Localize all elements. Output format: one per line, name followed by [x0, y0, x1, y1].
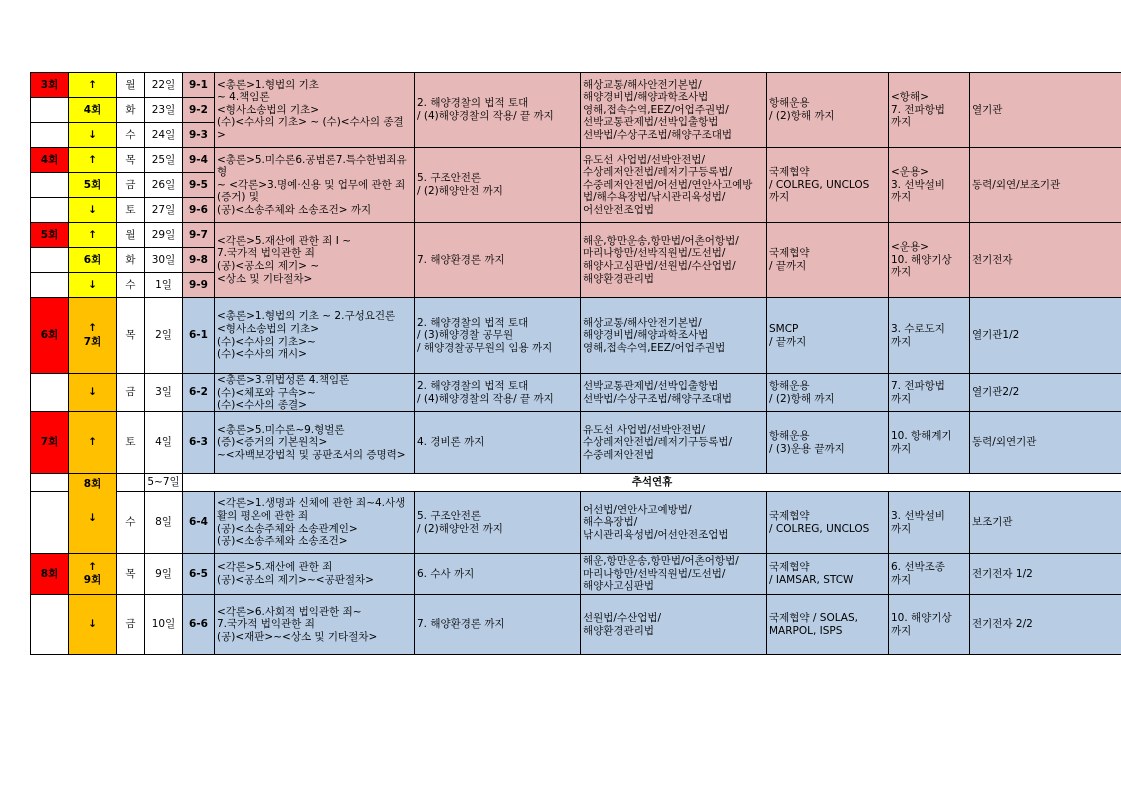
schedule-table [30, 72, 1121, 655]
weekday-cell: 금 [117, 173, 145, 198]
round-badge: 3회 [31, 73, 69, 98]
weekday-cell [117, 474, 145, 492]
round-cell-empty [31, 273, 69, 298]
criminal-law-cell [215, 374, 415, 412]
maritime-law-cell [581, 148, 767, 223]
session-code: 9-4 [183, 148, 215, 173]
criminal-law-cell [215, 554, 415, 595]
session-code: 6-3 [183, 412, 215, 474]
engineering-cell [970, 412, 1121, 474]
criminal-law-text: <총론>5.미수론6.공범론7.특수한범죄유형 ~ <각론>3.명예·신용 및 업무에 관한 죄 (증거) 및 (공)<소송주체와 소송조건> 까지 [217, 153, 407, 216]
police-law-text: 7. 해양환경론 까지 [417, 253, 505, 266]
weekday-cell: 토 [117, 198, 145, 223]
navigation-text: 항해운용 / (2)항해 까지 [769, 379, 835, 405]
police-law-text: 5. 구조안전론 / (2)해양안전 까지 [417, 509, 503, 535]
arrow-down-icon: ↓ [69, 123, 117, 148]
seamanship-cell [889, 595, 970, 655]
navigation-text: 국제협약 / COLREG, UNCLOS 까지 [769, 166, 870, 204]
maritime-law-cell [581, 73, 767, 148]
session-code: 6-2 [183, 374, 215, 412]
engineering-cell [970, 223, 1121, 298]
table-row [31, 148, 1121, 173]
session-code: 6-5 [183, 554, 215, 595]
maritime-law-text: 유도선 사업법/선박안전법/ 수상레저안전법/레저기구등록법/ 수중레저안전법 [583, 423, 733, 461]
engineering-cell [970, 374, 1121, 412]
table-row [31, 474, 1121, 492]
arrow-up-icon: ↑ [69, 412, 117, 474]
session-code: 9-5 [183, 173, 215, 198]
session-code: 9-6 [183, 198, 215, 223]
engineering-cell [970, 73, 1121, 148]
date-cell: 2일 [145, 298, 183, 374]
police-law-text: 5. 구조안전론 / (2)해양안전 까지 [417, 172, 503, 197]
weekday-cell: 화 [117, 98, 145, 123]
police-law-cell [415, 554, 581, 595]
seamanship-cell [889, 73, 970, 148]
round-badge: 8회 [31, 554, 69, 595]
date-cell: 3일 [145, 374, 183, 412]
week-label: 8회 [83, 478, 102, 490]
date-cell: 10일 [145, 595, 183, 655]
maritime-law-cell [581, 223, 767, 298]
engineering-text: 동력/외연기관 [972, 436, 1037, 449]
arrow-up-icon: ↑ [69, 73, 117, 98]
table-row [31, 298, 1121, 336]
week-label: 7회 [83, 335, 102, 348]
holiday-banner: 추석연휴 [183, 474, 1121, 492]
criminal-law-cell [215, 223, 415, 298]
maritime-law-cell [581, 412, 767, 474]
table-row [31, 374, 1121, 412]
criminal-law-text: <총론>3.위법성론 4.책임론 (수)<체포와 구속>~ (수)<수사의 종결> [217, 374, 350, 411]
criminal-law-cell [215, 595, 415, 655]
criminal-law-text: <각론>1.생명과 신체에 관한 죄~4.사생활의 평온에 관한 죄 (공)<소송주체와 소송관계인> (공)<소송주체와 소송조건> [217, 497, 406, 548]
round-badge: 5회 [31, 223, 69, 248]
police-law-text: 6. 수사 까지 [417, 567, 475, 580]
police-law-text: 7. 해양환경론 까지 [417, 618, 505, 631]
round-badge: 6회 [31, 298, 69, 374]
date-cell: 26일 [145, 173, 183, 198]
police-law-text: 2. 해양경찰의 법적 토대 / (3)해양경찰 공무원 / 해양경찰공무원의 임용 까지 [417, 316, 553, 354]
seamanship-text: 10. 항해계기 까지 [891, 429, 952, 455]
navigation-cell [767, 148, 889, 223]
seamanship-cell [889, 412, 970, 474]
police-law-cell [415, 595, 581, 655]
navigation-cell [767, 374, 889, 412]
criminal-law-text: <각론>5.재산에 관한 죄 I ~ 7.국가적 법익관한 죄 (공)<공소의 제기> ~ <상소 및 기타절차> [217, 234, 352, 285]
engineering-text: 열기관2/2 [972, 386, 1020, 399]
navigation-text: 국제협약 / IAMSAR, STCW [769, 561, 854, 586]
table-row [31, 73, 1121, 98]
weekday-cell: 목 [117, 148, 145, 173]
engineering-cell [970, 492, 1121, 554]
navigation-text: SMCP / 끝까지 [769, 322, 807, 348]
maritime-law-text: 해상교통/해사안전기본법/ 해양경비법/해양과학조사법 영해,접속수역,EEZ/어업주권법/ 선박교통관제법/선박입출항법 선박법/수상구조법/해양구조대법 [583, 78, 733, 141]
navigation-cell [767, 73, 889, 148]
maritime-law-cell [581, 595, 767, 655]
criminal-law-text: <총론>5.미수론~9.형벌론 (증)<증거의 기본원칙> ~<자백보강법칙 및 공판조서의 증명력> [217, 423, 406, 461]
table-row [31, 412, 1121, 474]
round-cell-empty [31, 198, 69, 223]
weekday-cell: 토 [117, 412, 145, 474]
table-row [31, 223, 1121, 248]
session-code: 9-7 [183, 223, 215, 248]
maritime-law-text: 유도선 사업법/선박안전법/ 수상레저안전법/레저기구등록법/ 수중레저안전법/어선법/연안사고예방법/해수욕장법/낚시관리육성법/ 어선안전조업법 [583, 153, 753, 216]
engineering-cell [970, 554, 1121, 595]
week-label: 4회 [69, 98, 117, 123]
police-law-text: 2. 해양경찰의 법적 토대 / (4)해양경찰의 작용/ 끝 까지 [417, 379, 554, 405]
date-cell: 4일 [145, 412, 183, 474]
date-cell: 23일 [145, 98, 183, 123]
navigation-cell [767, 412, 889, 474]
date-cell: 9일 [145, 554, 183, 595]
week-marker-cell [69, 474, 117, 554]
engineering-text: 열기관1/2 [972, 329, 1020, 342]
navigation-text: 국제협약 / 끝까지 [769, 247, 810, 272]
criminal-law-cell [215, 298, 415, 374]
criminal-law-cell [215, 412, 415, 474]
seamanship-text: <운용> 3. 선박설비 까지 [891, 166, 945, 204]
navigation-text: 항해운용 / (2)항해 까지 [769, 97, 835, 122]
session-code: 6-6 [183, 595, 215, 655]
table-row [31, 595, 1121, 655]
maritime-law-text: 선박교통관제법/선박입출항법 선박법/수상구조법/해양구조대법 [583, 379, 733, 405]
session-code: 9-3 [183, 123, 215, 148]
round-cell-empty [31, 248, 69, 273]
criminal-law-text: <각론>6.사회적 법익관한 죄~ 7.국가적 법익관한 죄 (공)<재판>~<상소 및 기타절차> [217, 605, 378, 643]
weekday-cell: 목 [117, 554, 145, 595]
date-cell: 30일 [145, 248, 183, 273]
police-law-text: 2. 해양경찰의 법적 토대 / (4)해양경찰의 작용/ 끝 까지 [417, 97, 554, 122]
seamanship-cell [889, 148, 970, 223]
date-cell: 25일 [145, 148, 183, 173]
weekday-cell: 월 [117, 223, 145, 248]
week-marker-cell [69, 554, 117, 595]
date-cell: 1일 [145, 273, 183, 298]
arrow-up-icon: ↑ [69, 223, 117, 248]
date-cell: 27일 [145, 198, 183, 223]
date-cell: 22일 [145, 73, 183, 98]
maritime-law-cell [581, 374, 767, 412]
navigation-cell [767, 554, 889, 595]
engineering-text: 전기전자 2/2 [972, 618, 1033, 631]
arrow-down-icon: ↓ [69, 595, 117, 655]
round-cell-empty [31, 173, 69, 198]
engineering-cell [970, 148, 1121, 223]
engineering-text: 전기전자 1/2 [972, 567, 1033, 580]
week-label: 5회 [69, 173, 117, 198]
week-marker-cell [69, 298, 117, 374]
criminal-law-cell [215, 148, 415, 223]
maritime-law-cell [581, 298, 767, 374]
arrow-down-icon: ↓ [69, 198, 117, 223]
criminal-law-text: <각론>5.재산에 관한 죄 (공)<공소의 제기>~<공판절차> [217, 561, 374, 586]
navigation-text: 항해운용 / (3)운용 끝까지 [769, 429, 845, 455]
weekday-cell: 수 [117, 123, 145, 148]
police-law-cell [415, 412, 581, 474]
criminal-law-text: <총론>1.형법의 기초 ~ 2.구성요건론 <형사소송법의 기초> (수)<수사의 기초>~ (수)<수사의 개시> [217, 310, 396, 361]
session-code: 6-4 [183, 492, 215, 554]
session-code: 6-1 [183, 298, 215, 374]
police-law-text: 4. 경비론 까지 [417, 436, 485, 449]
maritime-law-text: 해상교통/해사안전기본법/ 해양경비법/해양과학조사법 영해,접속수역,EEZ/어업주권법 [583, 316, 726, 354]
round-cell-empty [31, 595, 69, 655]
weekday-cell: 수 [117, 492, 145, 554]
date-cell: 24일 [145, 123, 183, 148]
table-row [31, 492, 1121, 554]
weekday-cell: 목 [117, 298, 145, 374]
seamanship-text: 7. 전파항법 까지 [891, 379, 945, 405]
engineering-cell [970, 595, 1121, 655]
seamanship-text: 6. 선박조종 까지 [891, 561, 945, 586]
seamanship-cell [889, 223, 970, 298]
arrow-up-icon: ↑ [88, 321, 97, 334]
criminal-law-cell [215, 492, 415, 554]
seamanship-text: 3. 선박설비 까지 [891, 509, 945, 535]
maritime-law-cell [581, 492, 767, 554]
criminal-law-cell [215, 73, 415, 148]
maritime-law-text: 선원법/수산업법/ 해양환경관리법 [583, 611, 662, 637]
arrow-down-icon: ↓ [69, 374, 117, 412]
police-law-cell [415, 73, 581, 148]
round-badge: 4회 [31, 148, 69, 173]
navigation-text: 국제협약 / SOLAS, MARPOL, ISPS [769, 611, 858, 637]
date-cell: 5~7일 [145, 474, 183, 492]
date-cell: 29일 [145, 223, 183, 248]
maritime-law-text: 어선법/연안사고예방법/ 해수욕장법/ 낚시관리육성법/어선안전조업법 [583, 503, 729, 541]
seamanship-text: 3. 수로도지 까지 [891, 322, 945, 348]
maritime-law-cell [581, 554, 767, 595]
navigation-cell [767, 492, 889, 554]
arrow-down-icon: ↓ [88, 511, 97, 524]
round-cell-empty [31, 98, 69, 123]
engineering-text: 동력/외연/보조기관 [972, 178, 1061, 191]
seamanship-cell [889, 492, 970, 554]
navigation-cell [767, 298, 889, 374]
table-row [31, 554, 1121, 595]
session-code: 9-8 [183, 248, 215, 273]
weekday-cell: 금 [117, 595, 145, 655]
navigation-text: 국제협약 / COLREG, UNCLOS [769, 509, 870, 535]
maritime-law-text: 해운,항만운송,항만법/어촌어항법/ 마리나항만/선박직원법/도선법/ 해양사고심판법/선원법/수산업법/ 해양환경관리법 [583, 234, 739, 285]
navigation-cell [767, 595, 889, 655]
weekday-cell: 금 [117, 374, 145, 412]
engineering-text: 전기전자 [972, 253, 1013, 266]
round-cell-empty [31, 374, 69, 412]
date-cell: 8일 [145, 492, 183, 554]
seamanship-text: 10. 해양기상 까지 [891, 611, 952, 637]
arrow-up-icon: ↑ [69, 148, 117, 173]
police-law-cell [415, 148, 581, 223]
week-label: 9회 [83, 574, 102, 586]
weekday-cell: 수 [117, 273, 145, 298]
seamanship-text: <운용> 10. 해양기상 까지 [891, 241, 952, 279]
round-cell-empty [31, 474, 69, 492]
seamanship-cell [889, 374, 970, 412]
seamanship-cell [889, 298, 970, 374]
seamanship-text: <항해> 7. 전파항법 까지 [891, 91, 945, 129]
police-law-cell [415, 374, 581, 412]
engineering-text: 열기관 [972, 103, 1003, 116]
arrow-down-icon: ↓ [69, 273, 117, 298]
round-badge: 7회 [31, 412, 69, 474]
session-code: 9-1 [183, 73, 215, 98]
session-code: 9-2 [183, 98, 215, 123]
round-cell-empty [31, 123, 69, 148]
engineering-text: 보조기관 [972, 516, 1013, 529]
navigation-cell [767, 223, 889, 298]
weekday-cell: 월 [117, 73, 145, 98]
police-law-cell [415, 298, 581, 374]
week-label: 6회 [69, 248, 117, 273]
engineering-cell [970, 298, 1121, 374]
weekday-cell: 화 [117, 248, 145, 273]
session-code: 9-9 [183, 273, 215, 298]
round-cell-empty [31, 492, 69, 554]
maritime-law-text: 해운,항만운송,항만법/어촌어항법/ 마리나항만/선박직원법/도선법/ 해양사고심판법 [583, 555, 739, 593]
arrow-up-icon: ↑ [88, 560, 97, 573]
police-law-cell [415, 492, 581, 554]
police-law-cell [415, 223, 581, 298]
seamanship-cell [889, 554, 970, 595]
criminal-law-text: <총론>1.형법의 기초 ~ 4.책임론 <형사소송법의 기초> (수)<수사의 기초> ~ (수)<수사의 종결> [217, 78, 404, 141]
